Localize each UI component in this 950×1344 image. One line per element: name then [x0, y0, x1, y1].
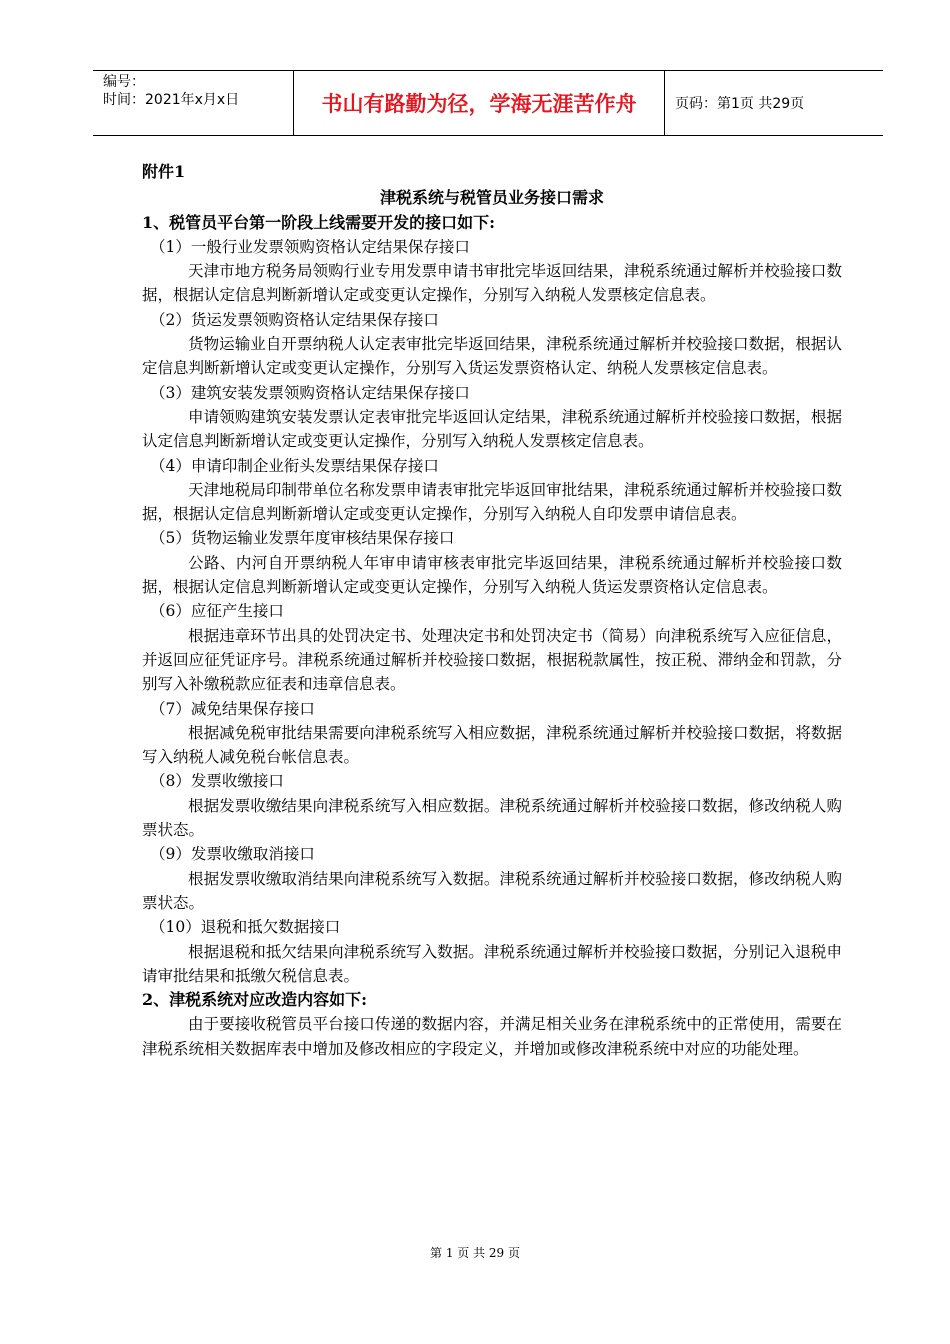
interface-list	[142, 235, 842, 988]
document-body	[142, 160, 842, 1061]
interface-item-title: （8）发票收缴接口	[150, 772, 284, 791]
section-2-paragraph: 由于要接收税管员平台接口传递的数据内容，并满足相关业务在津税系统中的正常使用，需要在津税系统相关数据库表中增加及修改相应的字段定义，并增加或修改津税系统中对应的功能处理。	[142, 1015, 842, 1058]
interface-item-description: 申请领购建筑安装发票认定表审批完毕返回认定结果，津税系统通过解析并校验接口数据，根据认定信息判断新增认定或变更认定操作，分别写入纳税人发票核定信息表。	[142, 407, 842, 451]
section-1-heading: 1、税管员平台第一阶段上线需要开发的接口如下:	[142, 212, 496, 232]
attachment-label: 附件1	[142, 162, 186, 181]
interface-item-description: 根据退税和抵欠结果向津税系统写入数据。津税系统通过解析并校验接口数据，分别记入退税申请审批结果和抵缴欠税信息表。	[142, 942, 842, 985]
interface-item-description: 天津市地方税务局领购行业专用发票申请书审批完毕返回结果，津税系统通过解析并校验接口数据，根据认定信息判断新增认定或变更认定操作，分别写入纳税人发票核定信息表。	[142, 262, 842, 305]
document-title: 津税系统与税管员业务接口需求	[379, 188, 604, 208]
interface-item-title: （3）建筑安装发票领购资格认定结果保存接口	[150, 383, 470, 402]
interface-item-description: 根据发票收缴取消结果向津税系统写入数据。津税系统通过解析并校验接口数据，修改纳税人购票状态。	[142, 869, 842, 912]
interface-item-description: 根据违章环节出具的处罚决定书、处理决定书和处罚决定书（简易）向津税系统写入应征信息，并返回应征凭证序号。津税系统通过解析并校验接口数据，根据税款属性，按正税、滞纳金和罚款，分别写入补缴税款应征表和违章信息表。	[142, 626, 842, 694]
interface-item-description: 天津地税局印制带单位名称发票申请表审批完毕返回审批结果，津税系统通过解析并校验接口数据，根据认定信息判断新增认定或变更认定操作，分别写入纳税人自印发票申请信息表。	[142, 480, 842, 524]
interface-item-title: （5）货物运输业发票年度审核结果保存接口	[150, 529, 455, 548]
header-page-number: 页码：第1页 共29页	[675, 96, 805, 112]
interface-item-title: （9）发票收缴取消接口	[150, 845, 315, 864]
document-time-label: 时间：2021年x月x日	[103, 92, 240, 108]
interface-item-title: （10）退税和抵欠数据接口	[150, 918, 341, 937]
interface-item-title: （1）一般行业发票领购资格认定结果保存接口	[150, 237, 470, 256]
section-2-heading: 2、津税系统对应改造内容如下:	[142, 990, 368, 1010]
document-number-label: 编号：	[103, 74, 145, 90]
interface-item-title: （7）减免结果保存接口	[150, 699, 315, 718]
header-meta	[93, 71, 293, 135]
interface-item-title: （2）货运发票领购资格认定结果保存接口	[150, 310, 439, 329]
interface-item-description: 货物运输业自开票纳税人认定表审批完毕返回结果，津税系统通过解析并校验接口数据，根据认定信息判断新增认定或变更认定操作，分别写入货运发票资格认定、纳税人发票核定信息表。	[142, 335, 842, 378]
interface-item-title: （6）应征产生接口	[150, 602, 284, 621]
page-footer: 第 1 页 共 29 页	[430, 1246, 520, 1260]
header-motto: 书山有路勤为径，学海无涯苦作舟	[293, 71, 665, 135]
interface-item-description: 公路、内河自开票纳税人年审申请审核表审批完毕返回结果，津税系统通过解析并校验接口数据，根据认定信息判断新增认定或变更认定操作，分别写入纳税人货运发票资格认定信息表。	[142, 553, 842, 597]
interface-item-description: 根据减免税审批结果需要向津税系统写入相应数据，津税系统通过解析并校验接口数据，将数据写入纳税人减免税台帐信息表。	[142, 723, 842, 767]
page-header	[93, 70, 883, 136]
interface-item-description: 根据发票收缴结果向津税系统写入相应数据。津税系统通过解析并校验接口数据，修改纳税人购票状态。	[142, 796, 842, 840]
interface-item-title: （4）申请印制企业衔头发票结果保存接口	[150, 456, 439, 475]
